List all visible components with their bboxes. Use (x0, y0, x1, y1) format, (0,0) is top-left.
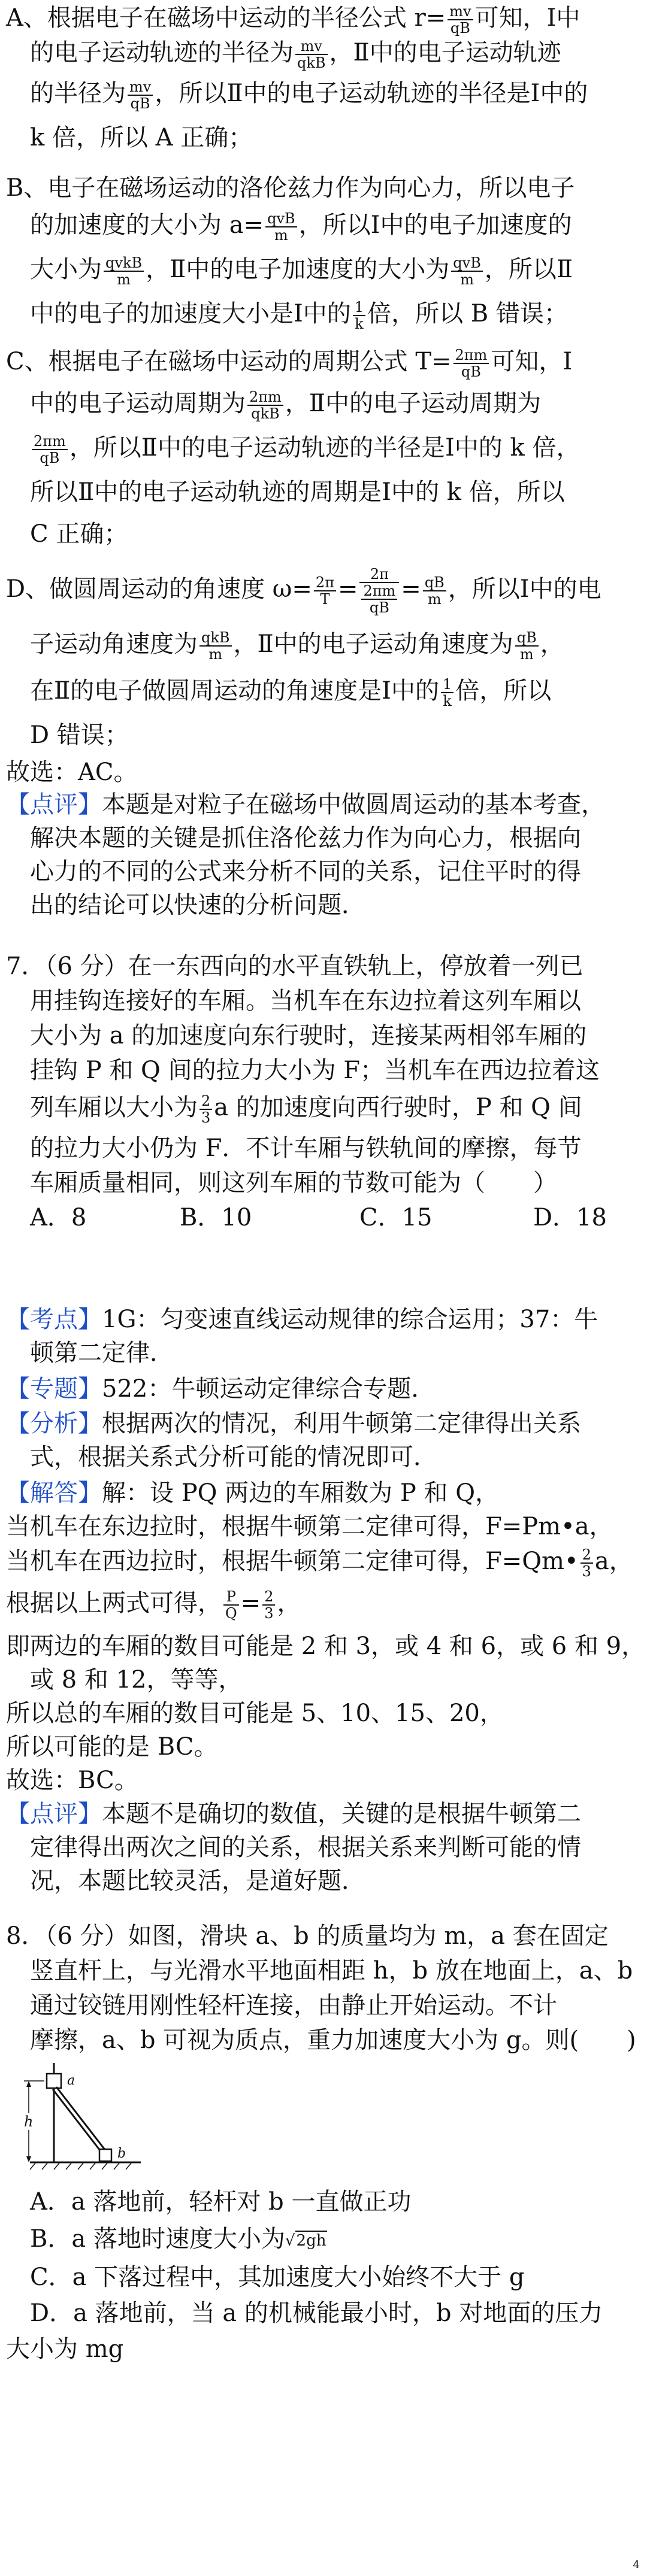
fraction: $\frac{P}{Q}$ (223, 1589, 239, 1621)
text-line: 的加速度的大小为 a= $\frac{\text{qvB}}{m}$ ，所以Ⅰ中的电子加速度的 (30, 210, 572, 244)
topic-tag: 【考点】 (6, 1306, 102, 1333)
text-line: 故选：BC。 (6, 1767, 138, 1794)
text-line: 况，本题比较灵活，是道好题． (30, 1867, 365, 1895)
text-line: 通过铰链用刚性轻杆连接，由静止开始运动。不计 (30, 1992, 557, 2019)
fraction: $\frac{qB}{m}$ (515, 630, 539, 662)
text-line: 当机车在西边拉时，根据牛顿第二定律可得，F=Qm• $\frac{2}{3}$ a， (6, 1546, 633, 1580)
fraction: $\frac{2\pi m}{qB}$ (32, 433, 68, 466)
topic-tag: 【专题】 (6, 1375, 102, 1403)
block-b (99, 2146, 126, 2161)
text-line: 摩擦，a、b 可视为质点，重力加速度大小为 g。则( ) (30, 2026, 636, 2054)
text-line: A、根据电子在磁场中运动的半径公式 r= $\frac{mv}{qB}$ 可知，Ⅰ中 (6, 3, 581, 37)
fraction: $\frac{2}{3}$ (199, 1093, 212, 1125)
text-line: 车厢质量相同，则这列车厢的节数可能为（ ） (30, 1169, 557, 1197)
rigid-rod (53, 2087, 105, 2153)
option-c: C．15 (359, 1204, 433, 1231)
topic-tag: 【解答】 (6, 1479, 102, 1507)
text-line: 列车厢以大小为 $\frac{2}{3}$ a 的加速度向西行驶时，P 和 Q 间 (30, 1093, 582, 1126)
fraction: $\frac{\text{qvkB}}{m}$ (104, 255, 144, 287)
ground (30, 2162, 141, 2170)
text-line: 的电子运动轨迹的半径为 $\frac{mv}{\text{qkB}}$ ，Ⅱ中的电子运动轨迹 (30, 38, 561, 71)
fraction: $\frac{\text{qkB}}{m}$ (199, 630, 232, 662)
text-line: 的拉力大小仍为 F．不计车厢与铁轨间的摩擦，每节 (30, 1134, 582, 1162)
text-line: 的半径为 $\frac{mv}{qB}$ ，所以Ⅱ中的电子运动轨迹的半径是Ⅰ中的 (30, 78, 588, 112)
fraction: $\frac{2}{3}$ (262, 1589, 275, 1621)
text-line: 中的电子的加速度大小是Ⅰ中的 $\frac{1}{k}$ 倍，所以 B 错误； (30, 299, 568, 332)
fraction: $\frac{2\pi m}{\text{qkB}}$ (247, 389, 283, 421)
text-line: 顿第二定律． (30, 1339, 174, 1367)
text-line: 定律得出两次之间的关系，根据关系来判断可能的情 (30, 1834, 581, 1861)
option-d: D．a 落地前，当 a 的机械能最小时，b 对地面的压力 (30, 2299, 603, 2327)
option-b: B．a 落地时速度大小为√2gh (30, 2225, 326, 2253)
compound-fraction: $\frac{2\pi}{\frac{2\pi m}{qB}}$ (359, 566, 399, 615)
page-number: 4 (633, 2559, 640, 2571)
text-line: 【解答】解：设 PQ 两边的车厢数为 P 和 Q， (6, 1479, 499, 1507)
fraction: $\frac{mv}{qB}$ (448, 4, 473, 36)
text-line: $\frac{2\pi m}{qB}$ ，所以Ⅱ中的电子运动轨迹的半径是Ⅰ中的 k 倍， (30, 433, 580, 466)
text-line: 【点评】本题不是确切的数值，关键的是根据牛顿第二 (6, 1800, 581, 1828)
text-line: 即两边的车厢的数目可能是 2 和 3，或 4 和 6，或 6 和 9， (6, 1633, 646, 1660)
text-line: 7．（6 分）在一东西向的水平直铁轨上，停放着一列已 (6, 952, 583, 980)
option-c: C．a 下落过程中，其加速度大小始终不大于 g (30, 2264, 525, 2291)
text-line: k 倍，所以 A 正确； (30, 124, 253, 151)
text-line: 【点评】本题是对粒子在磁场中做圆周运动的基本考查， (6, 791, 605, 818)
text-line: 竖直杆上，与光滑水平地面相距 h，b 放在地面上，a、b (30, 1957, 633, 1985)
square-root: √2gh (285, 2232, 326, 2250)
fraction: $\frac{1}{k}$ (353, 299, 365, 332)
block-a (47, 2073, 75, 2088)
fraction: $\frac{qB}{m}$ (423, 575, 446, 607)
sliding-block-figure (12, 2061, 150, 2174)
text-line: C、根据电子在磁场中运动的周期公式 T= $\frac{2\pi m}{qB}$ 可知，Ⅰ (6, 347, 573, 380)
text-line: 大小为 mg (6, 2335, 124, 2363)
fraction: $\frac{mv}{qB}$ (128, 79, 153, 111)
fraction: $\frac{1}{k}$ (441, 676, 453, 709)
text-line: 大小为 a 的加速度向东行驶时，连接某两相邻车厢的 (30, 1022, 587, 1049)
comment-tag: 【点评】 (6, 1800, 102, 1828)
text-line: 8．（6 分）如图，滑块 a、b 的质量均为 m，a 套在固定 (6, 1922, 609, 1950)
text-line: 所以Ⅱ中的电子运动轨迹的周期是Ⅰ中的 k 倍，所以 (30, 478, 565, 506)
text-line: 当机车在东边拉时，根据牛顿第二定律可得，F=Pm•a， (6, 1513, 613, 1540)
text-line: 所以总的车厢的数目可能是 5、10、15、20， (6, 1700, 504, 1727)
fraction: $\frac{mv}{\text{qkB}}$ (295, 38, 328, 71)
fraction: $\frac{\text{qvB}}{m}$ (451, 255, 483, 287)
text-line: 【专题】522：牛顿运动定律综合专题． (6, 1375, 436, 1403)
fraction: $\frac{2}{3}$ (581, 1547, 593, 1579)
text-line: D、做圆周运动的角速度 ω= $\frac{2\pi}{T}$ = $\frac{2\pi}{\frac{2\pi m}{qB}}$ = $\frac{qB}{m}$ ，所以Ⅰ中的电 (6, 566, 601, 616)
text-line: 根据以上两式可得， $\frac{P}{Q}$ = $\frac{2}{3}$ ， (6, 1588, 301, 1622)
text-line: 所以可能的是 BC。 (6, 1733, 218, 1761)
text-line: 大小为 $\frac{\text{qvkB}}{m}$ ，Ⅱ中的电子加速度的大小为 $\frac{\text{qvB}}{m}$ ，所以Ⅱ (30, 254, 573, 288)
option-a: A．8 (30, 1204, 87, 1231)
label-h: h (24, 2113, 34, 2130)
fraction: $\frac{2\pi}{T}$ (314, 575, 336, 607)
text-line: 【考点】1G：匀变速直线运动规律的综合运用；37：牛 (6, 1306, 598, 1333)
label-b: b (117, 2146, 126, 2161)
text-line: C 正确； (30, 520, 128, 548)
text-line: 或 8 和 12，等等， (30, 1666, 243, 1694)
comment-tag: 【点评】 (6, 791, 102, 818)
topic-tag: 【分析】 (6, 1410, 102, 1437)
height-marker (22, 2081, 44, 2162)
text-line: 子运动角速度为 $\frac{\text{qkB}}{m}$ ，Ⅱ中的电子运动角速度为 $\frac{qB}{m}$ ， (30, 629, 564, 663)
text-line: 【分析】根据两次的情况，利用牛顿第二定律得出关系 (6, 1410, 581, 1437)
option-d: D．18 (533, 1204, 607, 1231)
label-a: a (67, 2073, 75, 2088)
text-line: 出的结论可以快速的分析问题． (30, 891, 365, 919)
text-line: 心力的不同的公式来分析不同的关系，记住平时的得 (30, 858, 581, 885)
text-line: 在Ⅱ的电子做圆周运动的角速度是Ⅰ中的 $\frac{1}{k}$ 倍，所以 (30, 676, 552, 709)
fraction: $\frac{2\pi m}{qB}$ (453, 347, 489, 380)
text-line: 中的电子运动周期为 $\frac{2\pi m}{\text{qkB}}$ ，Ⅱ中的电子运动周期为 (30, 389, 541, 422)
text-line: 用挂钩连接好的车厢。当机车在东边拉着这列车厢以 (30, 987, 581, 1015)
text-line: 式，根据关系式分析可能的情况即可． (30, 1443, 437, 1471)
option-a: A．a 落地前，轻杆对 b 一直做正功 (30, 2188, 412, 2216)
text-line: 挂钩 P 和 Q 间的拉力大小为 F；当机车在西边拉着这 (30, 1057, 600, 1084)
fraction: $\frac{\text{qvB}}{m}$ (265, 211, 297, 243)
text-line: 解决本题的关键是抓住洛伦兹力作为向心力，根据向 (30, 824, 581, 852)
text-line: 故选：AC。 (6, 758, 138, 786)
text-line: B、电子在磁场运动的洛伦兹力作为向心力，所以电子 (6, 174, 575, 202)
option-b: B．10 (180, 1204, 252, 1231)
text-line: D 错误； (30, 721, 129, 749)
